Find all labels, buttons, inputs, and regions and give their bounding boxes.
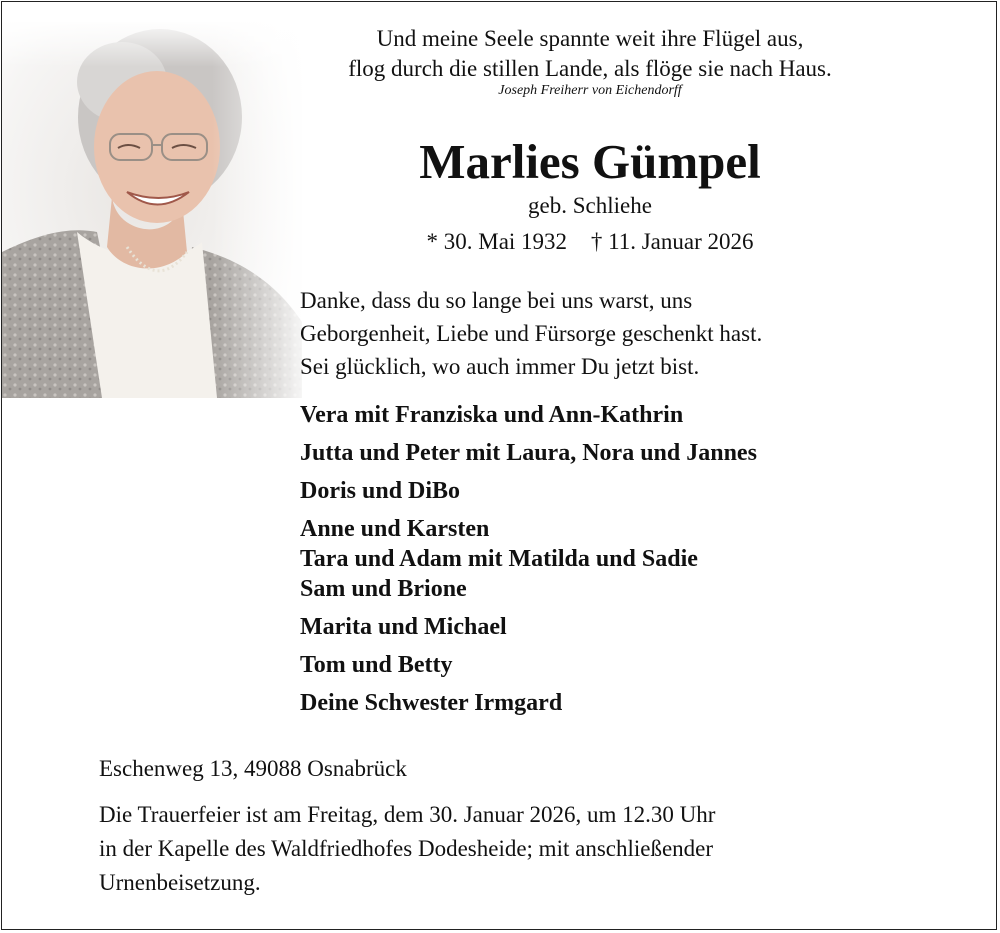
service-line: in der Kapelle des Waldfriedhofes Dodesheide; mit anschließender — [99, 836, 714, 861]
thanks-line: Geborgenheit, Liebe und Fürsorge geschenkt hast. — [300, 321, 763, 346]
address: Eschenweg 13, 49088 Osnabrück — [99, 756, 407, 781]
family-member: Tom und Betty — [300, 652, 453, 678]
maiden-name: geb. Schliehe — [528, 193, 652, 218]
thanks-text — [300, 284, 920, 383]
deceased-name: Marlies Gümpel — [419, 134, 761, 189]
family-member: Sam und Brione — [300, 576, 467, 602]
quote-block — [300, 24, 880, 99]
family-member: Anne und Karsten — [300, 516, 490, 542]
death-date: † 11. Januar 2026 — [590, 229, 754, 254]
family-member: Doris und DiBo — [300, 478, 461, 504]
family-list — [300, 400, 940, 718]
family-member: Marita und Michael — [300, 614, 507, 640]
quote-line: flog durch die stillen Lande, als flöge sie nach Haus. — [348, 56, 832, 81]
life-dates — [300, 228, 880, 256]
service-line: Die Trauerfeier ist am Freitag, dem 30. Januar 2026, um 12.30 Uhr — [99, 802, 716, 827]
thanks-line: Danke, dass du so lange bei uns warst, uns — [300, 288, 693, 313]
funeral-service-info — [99, 798, 909, 900]
family-member: Deine Schwester Irmgard — [300, 690, 563, 716]
thanks-line: Sei glücklich, wo auch immer Du jetzt bist. — [300, 354, 700, 379]
family-member: Vera mit Franziska und Ann-Kathrin — [300, 402, 684, 428]
quote-author: Joseph Freiherr von Eichendorff — [498, 83, 682, 98]
family-member: Tara und Adam mit Matilda und Sadie — [300, 546, 698, 572]
family-member: Jutta und Peter mit Laura, Nora und Jannes — [300, 440, 757, 466]
birth-date: * 30. Mai 1932 — [426, 229, 568, 254]
service-line: Urnenbeisetzung. — [99, 870, 261, 895]
portrait-image — [2, 22, 302, 398]
quote-line: Und meine Seele spannte weit ihre Flügel aus, — [376, 26, 804, 51]
portrait-photo — [2, 22, 302, 398]
